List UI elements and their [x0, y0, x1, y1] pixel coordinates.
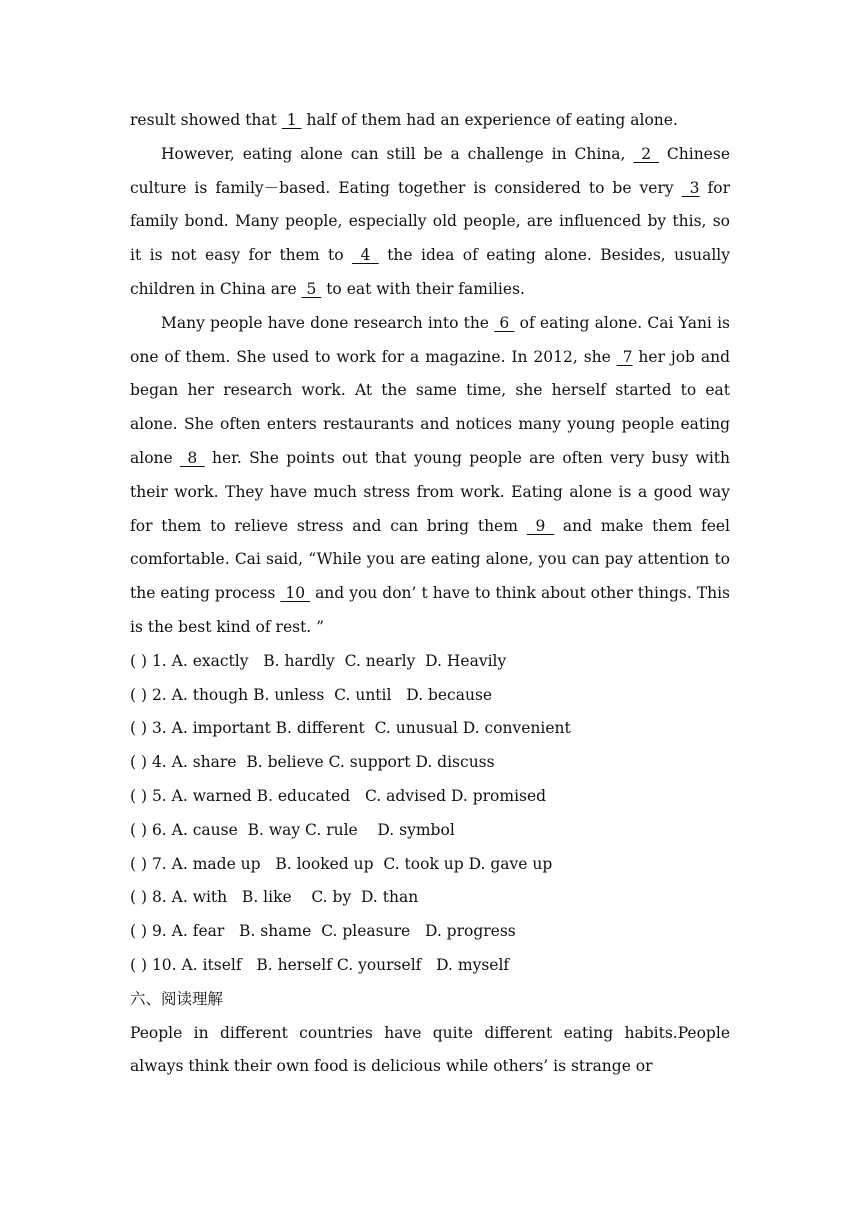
option-line-3: ( ) 3. A. important B. different C. unusual D. convenient — [130, 719, 571, 738]
option-line-9: ( ) 9. A. fear B. shame C. pleasure D. progress — [130, 922, 516, 941]
passage-text: for family bond. Many people, especially old people, are influenced by this, so it is not easy for them to — [130, 178, 730, 265]
reading-paragraph: People in different countries have quite different eating habits.People always think their own food is delicious while others’ is strange or — [130, 1023, 730, 1076]
passage-text: half of them had an experience of eating alone. — [301, 111, 678, 129]
blank-3: 3 — [681, 178, 700, 197]
passage-text: her. She points out that young people are often very busy with their work. They have much stress from work. Eating alone is a good way for them to relieve stress and can bring them — [130, 448, 730, 535]
option-line-5: ( ) 5. A. warned B. educated C. advised D. promised — [130, 786, 547, 805]
option-line-8: ( ) 8. A. with B. like C. by D. than — [130, 888, 419, 907]
option-line-4: ( ) 4. A. share B. believe C. support D. discuss — [130, 753, 495, 772]
blank-5: 5 — [301, 279, 322, 298]
options-list — [130, 645, 730, 983]
passage-text: However, eating alone can still be a challenge in China, — [161, 144, 634, 163]
option-line-6: ( ) 6. A. cause B. way C. rule D. symbol — [130, 820, 455, 839]
option-line-10: ( ) 10. A. itself B. herself C. yourself D. myself — [130, 955, 510, 974]
passage-text: of eating alone. Cai Yani is one of them. She used to work for a magazine. In 2012, she — [130, 313, 730, 366]
option-line-7: ( ) 7. A. made up B. looked up C. took up D. gave up — [130, 854, 553, 873]
blank-4: 4 — [352, 246, 379, 265]
passage-text: and make them feel comfortable. Cai said, “While you are eating alone, you can pay attention to the eating process — [130, 516, 730, 603]
passage-text: Chinese culture is family－based. Eating together is considered to be very — [130, 144, 730, 197]
blank-1: 1 — [281, 111, 302, 129]
passage-text: and you don’ t have to think about other things. This is the best kind of rest. ” — [130, 584, 730, 636]
section-title: 六、阅读理解 — [130, 989, 224, 1008]
passage-paragraph-2 — [130, 307, 730, 645]
passage-paragraph-1 — [130, 138, 730, 307]
passage-text: the idea of eating alone. Besides, usually children in China are — [130, 246, 730, 298]
blank-9: 9 — [526, 516, 555, 535]
blank-10: 10 — [280, 584, 311, 603]
passage-text: to eat with their families. — [321, 279, 525, 298]
blank-8: 8 — [180, 448, 205, 467]
blank-2: 2 — [633, 144, 659, 163]
passage-text: result showed that — [130, 111, 282, 129]
passage-text: Many people have done research into the — [161, 313, 495, 332]
passage-paragraph-0 — [130, 104, 730, 138]
option-line-1: ( ) 1. A. exactly B. hardly C. nearly D. Heavily — [130, 651, 507, 670]
document-page — [130, 104, 730, 1084]
blank-7: 7 — [616, 347, 633, 366]
option-line-2: ( ) 2. A. though B. unless C. until D. because — [130, 685, 493, 704]
passage-text: her job and began her research work. At the same time, she herself started to eat alone. She often enters restaurants and notices many young people eating alone — [130, 347, 731, 467]
blank-6: 6 — [494, 313, 515, 332]
